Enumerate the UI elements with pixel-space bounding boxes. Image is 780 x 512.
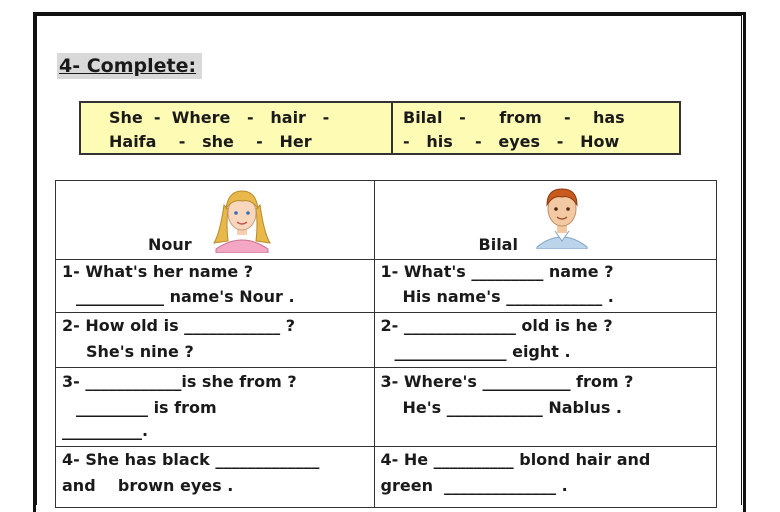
worksheet-table <box>55 180 717 508</box>
right-cell-2 <box>374 313 716 368</box>
left-cell-3 <box>56 368 375 447</box>
left-q1-line1: 1- What's her name ? <box>62 262 254 281</box>
header-cell-bilal <box>374 181 716 260</box>
right-q4-line1: 4- He __________ blond hair and <box>380 450 651 469</box>
left-q2-line2: She's nine ? <box>86 342 194 361</box>
row-1 <box>56 260 717 313</box>
row-2 <box>56 313 717 368</box>
left-cell-2 <box>56 313 375 368</box>
word-bank-divider <box>391 103 393 153</box>
right-q2-line2: ______________ eight . <box>394 342 571 361</box>
word-bank-line1-left: She - Where - hair - <box>109 108 330 127</box>
right-q2-line1: 2- ______________ old is he ? <box>380 316 613 335</box>
row-3 <box>56 368 717 447</box>
right-q1-line2: His name's ____________ . <box>402 287 614 306</box>
left-q1-line2: ___________ name's Nour . <box>76 287 295 306</box>
right-cell-3 <box>374 368 716 447</box>
left-q3-line2: _________ is from <box>76 398 217 417</box>
right-q1-line1: 1- What's _________ name ? <box>380 262 614 281</box>
girl-illustration <box>206 183 278 253</box>
header-row <box>56 181 717 260</box>
row-4 <box>56 447 717 508</box>
left-q3-line1: 3- ____________is she from ? <box>62 372 297 391</box>
left-q2-line1: 2- How old is ____________ ? <box>62 316 296 335</box>
right-q3-line1: 3- Where's ___________ from ? <box>380 372 634 391</box>
left-q4-line1: 4- She has black _____________ <box>62 450 320 469</box>
word-bank <box>79 101 681 155</box>
right-q4-line2: green ______________ . <box>380 476 568 495</box>
left-cell-1 <box>56 260 375 313</box>
word-bank-line2-left: Haifa - she - Her <box>109 132 312 151</box>
exercise-title: 4- Complete: <box>57 53 202 79</box>
word-bank-line2-right: - his - eyes - How <box>403 132 620 151</box>
right-cell-4 <box>374 447 716 508</box>
name-label-bilal: Bilal <box>478 235 518 254</box>
left-q4-line2: and brown eyes . <box>62 476 234 495</box>
left-q3-line3: __________. <box>62 421 149 440</box>
right-q3-line2: He's ____________ Nablus . <box>402 398 623 417</box>
header-cell-nour <box>56 181 375 260</box>
word-bank-line1-right: Bilal - from - has <box>403 108 625 127</box>
boy-illustration <box>527 183 597 249</box>
name-label-nour: Nour <box>148 235 192 254</box>
left-cell-4 <box>56 447 375 508</box>
right-cell-1 <box>374 260 716 313</box>
